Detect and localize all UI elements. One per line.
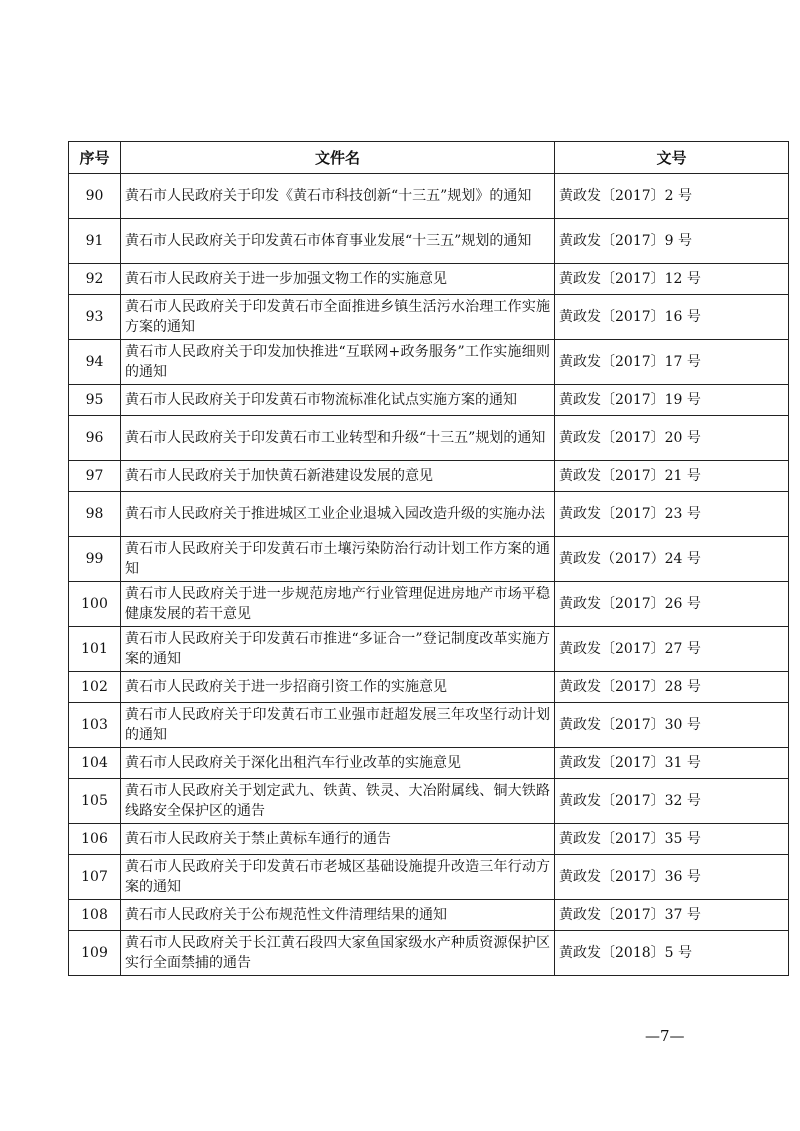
row-doc-no: 黄政发〔2017〕31 号 xyxy=(555,748,789,779)
row-doc-no: 黄政发〔2017〕12 号 xyxy=(555,264,789,295)
row-seq: 91 xyxy=(69,219,121,264)
row-seq: 99 xyxy=(69,537,121,582)
table-row xyxy=(69,340,789,385)
row-doc-no: 黄政发〔2017〕30 号 xyxy=(555,703,789,748)
row-file-name: 黄石市人民政府关于加快黄石新港建设发展的意见 xyxy=(121,461,555,492)
table-row xyxy=(69,824,789,855)
row-seq: 93 xyxy=(69,295,121,340)
table-row xyxy=(69,219,789,264)
row-seq: 105 xyxy=(69,779,121,824)
table-row xyxy=(69,174,789,219)
table-row xyxy=(69,537,789,582)
row-seq: 100 xyxy=(69,582,121,627)
header-name: 文件名 xyxy=(121,142,555,174)
row-seq: 107 xyxy=(69,855,121,900)
row-file-name: 黄石市人民政府关于进一步规范房地产行业管理促进房地产市场平稳健康发展的若干意见 xyxy=(121,582,555,627)
row-file-name: 黄石市人民政府关于印发黄石市推进“多证合一”登记制度改革实施方案的通知 xyxy=(121,627,555,672)
row-doc-no: 黄政发（2017）24 号 xyxy=(555,537,789,582)
table-row xyxy=(69,385,789,416)
row-doc-no: 黄政发〔2017〕16 号 xyxy=(555,295,789,340)
table-row xyxy=(69,703,789,748)
table-row xyxy=(69,492,789,537)
row-doc-no: 黄政发〔2017〕32 号 xyxy=(555,779,789,824)
row-doc-no: 黄政发〔2017〕21 号 xyxy=(555,461,789,492)
table-body xyxy=(69,174,789,976)
table-row xyxy=(69,779,789,824)
table-row xyxy=(69,461,789,492)
row-file-name: 黄石市人民政府关于印发加快推进“互联网+政务服务”工作实施细则的通知 xyxy=(121,340,555,385)
row-seq: 106 xyxy=(69,824,121,855)
row-seq: 97 xyxy=(69,461,121,492)
page-number: —7— xyxy=(645,1027,685,1045)
table-row xyxy=(69,855,789,900)
row-doc-no: 黄政发〔2017〕26 号 xyxy=(555,582,789,627)
row-doc-no: 黄政发〔2017〕17 号 xyxy=(555,340,789,385)
table-row xyxy=(69,582,789,627)
row-seq: 102 xyxy=(69,672,121,703)
row-file-name: 黄石市人民政府关于深化出租汽车行业改革的实施意见 xyxy=(121,748,555,779)
row-seq: 101 xyxy=(69,627,121,672)
row-doc-no: 黄政发〔2018〕5 号 xyxy=(555,931,789,976)
row-file-name: 黄石市人民政府关于印发黄石市土壤污染防治行动计划工作方案的通知 xyxy=(121,537,555,582)
row-doc-no: 黄政发〔2017〕2 号 xyxy=(555,174,789,219)
row-doc-no: 黄政发〔2017〕9 号 xyxy=(555,219,789,264)
row-seq: 90 xyxy=(69,174,121,219)
row-file-name: 黄石市人民政府关于印发《黄石市科技创新“十三五”规划》的通知 xyxy=(121,174,555,219)
row-file-name: 黄石市人民政府关于推进城区工业企业退城入园改造升级的实施办法 xyxy=(121,492,555,537)
row-doc-no: 黄政发〔2017〕35 号 xyxy=(555,824,789,855)
row-seq: 98 xyxy=(69,492,121,537)
header-seq: 序号 xyxy=(69,142,121,174)
row-file-name: 黄石市人民政府关于禁止黄标车通行的通告 xyxy=(121,824,555,855)
row-file-name: 黄石市人民政府关于进一步招商引资工作的实施意见 xyxy=(121,672,555,703)
row-seq: 92 xyxy=(69,264,121,295)
header-doc-no: 文号 xyxy=(555,142,789,174)
table-row xyxy=(69,627,789,672)
row-seq: 109 xyxy=(69,931,121,976)
row-doc-no: 黄政发〔2017〕36 号 xyxy=(555,855,789,900)
row-doc-no: 黄政发〔2017〕19 号 xyxy=(555,385,789,416)
row-doc-no: 黄政发〔2017〕28 号 xyxy=(555,672,789,703)
row-file-name: 黄石市人民政府关于印发黄石市工业强市赶超发展三年攻坚行动计划的通知 xyxy=(121,703,555,748)
table-row xyxy=(69,264,789,295)
row-seq: 94 xyxy=(69,340,121,385)
row-file-name: 黄石市人民政府关于印发黄石市体育事业发展“十三五”规划的通知 xyxy=(121,219,555,264)
row-seq: 95 xyxy=(69,385,121,416)
row-file-name: 黄石市人民政府关于印发黄石市全面推进乡镇生活污水治理工作实施方案的通知 xyxy=(121,295,555,340)
table-row xyxy=(69,672,789,703)
table-row xyxy=(69,900,789,931)
row-doc-no: 黄政发〔2017〕23 号 xyxy=(555,492,789,537)
table-row xyxy=(69,931,789,976)
row-file-name: 黄石市人民政府关于印发黄石市老城区基础设施提升改造三年行动方案的通知 xyxy=(121,855,555,900)
row-file-name: 黄石市人民政府关于公布规范性文件清理结果的通知 xyxy=(121,900,555,931)
row-doc-no: 黄政发〔2017〕27 号 xyxy=(555,627,789,672)
row-seq: 96 xyxy=(69,416,121,461)
table-row xyxy=(69,416,789,461)
table-row xyxy=(69,295,789,340)
row-seq: 104 xyxy=(69,748,121,779)
table-row xyxy=(69,748,789,779)
row-seq: 103 xyxy=(69,703,121,748)
row-seq: 108 xyxy=(69,900,121,931)
row-file-name: 黄石市人民政府关于进一步加强文物工作的实施意见 xyxy=(121,264,555,295)
row-file-name: 黄石市人民政府关于划定武九、铁黄、铁灵、大冶附属线、铜大铁路线路安全保护区的通告 xyxy=(121,779,555,824)
row-doc-no: 黄政发〔2017〕20 号 xyxy=(555,416,789,461)
row-file-name: 黄石市人民政府关于印发黄石市工业转型和升级“十三五”规划的通知 xyxy=(121,416,555,461)
table-header-row xyxy=(69,142,789,174)
document-list-table xyxy=(68,141,789,976)
row-doc-no: 黄政发〔2017〕37 号 xyxy=(555,900,789,931)
row-file-name: 黄石市人民政府关于印发黄石市物流标准化试点实施方案的通知 xyxy=(121,385,555,416)
row-file-name: 黄石市人民政府关于长江黄石段四大家鱼国家级水产种质资源保护区实行全面禁捕的通告 xyxy=(121,931,555,976)
